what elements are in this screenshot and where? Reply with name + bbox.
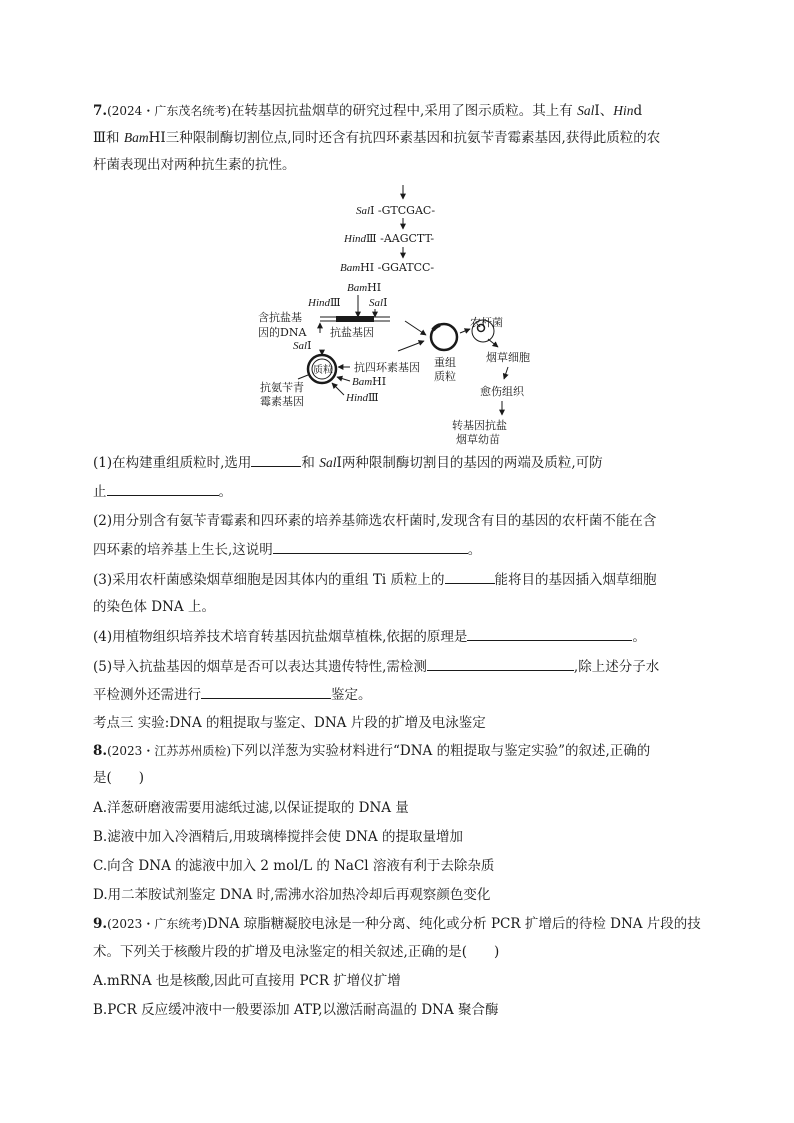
plasmid-bam-arrow	[337, 377, 350, 381]
plasmid-label: 质粒	[313, 365, 333, 376]
amp-pointer	[298, 375, 308, 379]
answer-blank-5[interactable]	[467, 626, 632, 641]
recombinant-label-1: 重组	[434, 356, 456, 369]
answer-blank-2[interactable]	[107, 481, 219, 496]
dna-sal-label: SalⅠ	[369, 296, 388, 309]
dna-hind-label: HindⅢ	[308, 296, 341, 309]
period: 。	[218, 484, 232, 500]
q8-option-c[interactable]	[93, 856, 494, 876]
amp-gene-label-2: 霉素基因	[260, 395, 304, 408]
q7-part4	[93, 626, 646, 647]
q7-part3-text-b: 能将目的基因插入烟草细胞	[494, 572, 657, 588]
answer-blank-7[interactable]	[201, 684, 331, 699]
q7-part1-text-a: (1)在构建重组质粒时,选用	[93, 455, 252, 471]
q7-part1-text-b: 和	[301, 455, 320, 471]
plasmid-construction-diagram	[250, 183, 550, 451]
plasmid-bam-label: BamHⅠ	[352, 375, 387, 388]
q7-part3-line1	[93, 569, 657, 590]
seq-bam-label: BamHⅠ -GGATCC-	[340, 261, 435, 274]
q7-part1-text-d: 止	[93, 484, 107, 500]
enzyme-hind-d: d	[633, 103, 643, 119]
section-heading-text: 考点三 实验:DNA 的粗提取与鉴定、DNA 片段的扩增及电泳鉴定	[93, 715, 486, 731]
answer-blank-1[interactable]	[251, 452, 301, 467]
q7-source: (2024・广东茂名统考)	[107, 104, 231, 118]
q7-part5-text-a: (5)导入抗盐基因的烟草是否可以表达其遗传特性,需检测	[93, 659, 427, 675]
q7-part1-text-c: 两种限制酶切割目的基因的两端及质粒,可防	[341, 455, 603, 471]
arrow-cell-to-callus	[504, 367, 508, 379]
q7-part2-line1	[93, 511, 656, 531]
q8-option-b[interactable]	[93, 827, 463, 847]
and-text: 和	[106, 130, 124, 146]
q9-stem-1: DNA 琼脂糖凝胶电泳是一种分离、纯化或分析 PCR 扩增后的待检 DNA 片段的技	[207, 916, 701, 932]
q9-option-a[interactable]	[93, 971, 401, 991]
answer-blank-4[interactable]	[445, 569, 495, 584]
seq-hind-label: HindⅢ -AAGCTT-	[344, 232, 435, 245]
seedling-label-2: 烟草幼苗	[456, 433, 500, 446]
q7-stem-rest: 三种限制酶切割位点,同时还含有抗四环素基因和抗氨苄青霉素基因,获得此质粒的农	[165, 130, 661, 146]
q7-line-2	[93, 128, 660, 148]
q8-stem-1: 下列以洋葱为实验材料进行“DNA 的粗提取与鉴定实验”的叙述,正确的	[231, 743, 651, 759]
q7-part3-text-a: (3)采用农杆菌感染烟草细胞是因其体内的重组 Ti 质粒上的	[93, 572, 445, 588]
arrow-plasmid-to-recomb	[398, 341, 424, 351]
q9-option-a-text: A.mRNA 也是核酸,因此可直接用 PCR 扩增仪扩增	[93, 973, 401, 989]
period: 。	[632, 629, 646, 645]
q8-option-b-text: B.滤液中加入冷酒精后,用玻璃棒搅拌会使 DNA 的提取量增加	[93, 829, 463, 845]
recombinant-label-2: 质粒	[434, 370, 456, 383]
q7-part2-text-a: (2)用分别含有氨苄青霉素和四环素的培养基筛选农杆菌时,发现含有目的基因的农杆菌不能在含	[93, 513, 657, 529]
q8-line-2	[93, 768, 144, 788]
enzyme-bam-h: H	[148, 130, 161, 146]
q7-part2-line2	[93, 539, 481, 560]
q9-line-2	[93, 942, 499, 962]
roman-three: Ⅲ	[93, 130, 107, 146]
amp-gene-label-1: 抗氨苄青	[260, 381, 304, 394]
q7-part2-text-b: 四环素的培养基上生长,这说明	[93, 542, 273, 558]
tet-gene-label: 抗四环素基因	[354, 361, 420, 374]
q7-line-3	[93, 155, 296, 175]
q7-part3-text-c: 的染色体 DNA 上。	[93, 599, 215, 615]
plasmid-sal-label: SalⅠ	[293, 339, 312, 352]
enzyme-hind: Hin	[613, 103, 634, 118]
q8-option-d[interactable]	[93, 885, 490, 905]
tobacco-cell-label: 烟草细胞	[486, 351, 530, 364]
enzyme-sal: Sal	[577, 103, 595, 118]
agrobacterium-label: 农杆菌	[470, 316, 503, 329]
q9-stem-2: 术。下列关于核酸片段的扩增及电泳鉴定的相关叙述,正确的是( )	[93, 944, 500, 960]
q7-part1-line1	[93, 452, 603, 473]
q9-option-b-text: B.PCR 反应缓冲液中一般要添加 ATP,以激活耐高温的 DNA 聚合酶	[93, 1002, 499, 1018]
q7-part5-text-d: 鉴定。	[331, 687, 372, 703]
salt-gene-label: 抗盐基因	[330, 326, 374, 339]
q7-number: 7.	[93, 103, 108, 119]
q8-option-a-text: A.洋葱研磨液需要用滤纸过滤,以保证提取的 DNA 量	[93, 800, 409, 816]
roman-one: Ⅰ	[594, 103, 600, 119]
q7-part5-text-c: 平检测外还需进行	[93, 687, 201, 703]
q7-stem-end: 杆菌表现出对两种抗生素的抗性。	[93, 157, 296, 173]
enzyme-sal: Sal	[319, 455, 337, 470]
q9-source: (2023・广东统考)	[107, 917, 207, 931]
seq-sal-label: SalⅠ -GTCGAC-	[356, 204, 436, 217]
arrow-dna-to-recomb	[405, 321, 426, 335]
q8-option-d-text: D.用二苯胺试剂鉴定 DNA 时,需沸水浴加热冷却后再观察颜色变化	[93, 887, 491, 903]
salt-gene-segment	[336, 316, 374, 322]
roman-one: Ⅰ	[336, 455, 342, 471]
q7-part1-line2	[93, 481, 232, 502]
dna-label-2: 因的DNA	[258, 326, 307, 339]
dna-label-1: 含抗盐基	[258, 311, 302, 324]
q7-part5-text-b: ,除上述分子水	[573, 659, 660, 675]
plasmid-hind-arrow	[332, 383, 344, 395]
seedling-label-1: 转基因抗盐	[452, 419, 507, 432]
q8-number: 8.	[93, 743, 108, 759]
dna-bam-label: BamHⅠ	[347, 281, 382, 294]
plasmid-hind-label: HindⅢ	[346, 391, 379, 404]
q7-part3-line2	[93, 597, 215, 617]
answer-blank-3[interactable]	[273, 539, 468, 554]
q8-stem-2: 是( )	[93, 770, 145, 786]
q7-part5-line1	[93, 656, 659, 677]
roman-one: Ⅰ	[160, 130, 166, 146]
section-heading	[93, 713, 486, 733]
q8-option-c-text: C.向含 DNA 的滤液中加入 2 mol/L 的 NaCl 溶液有利于去除杂质	[93, 858, 495, 874]
recombinant-insert	[433, 325, 440, 330]
q7-part4-text: (4)用植物组织培养技术培育转基因抗盐烟草植株,依据的原理是	[93, 629, 468, 645]
answer-blank-6[interactable]	[427, 656, 574, 671]
q9-number: 9.	[93, 916, 108, 932]
q9-line-1	[93, 914, 701, 934]
period: 。	[467, 542, 482, 558]
separator: 、	[599, 103, 614, 119]
q8-source: (2023・江苏苏州质检)	[107, 744, 231, 758]
callus-label: 愈伤组织	[480, 385, 524, 398]
q7-stem-text: 在转基因抗盐烟草的研究过程中,采用了图示质粒。其上有	[231, 103, 578, 119]
arrow-recomb-to-agro	[460, 329, 470, 333]
q7-part5-line2	[93, 684, 372, 705]
enzyme-bam: Bam	[123, 130, 149, 145]
q8-option-a[interactable]	[93, 798, 409, 818]
q7-line-1	[93, 101, 642, 121]
arrow-agro-to-cell	[488, 339, 498, 347]
q9-option-b[interactable]	[93, 1000, 499, 1020]
q8-line-1	[93, 741, 650, 761]
